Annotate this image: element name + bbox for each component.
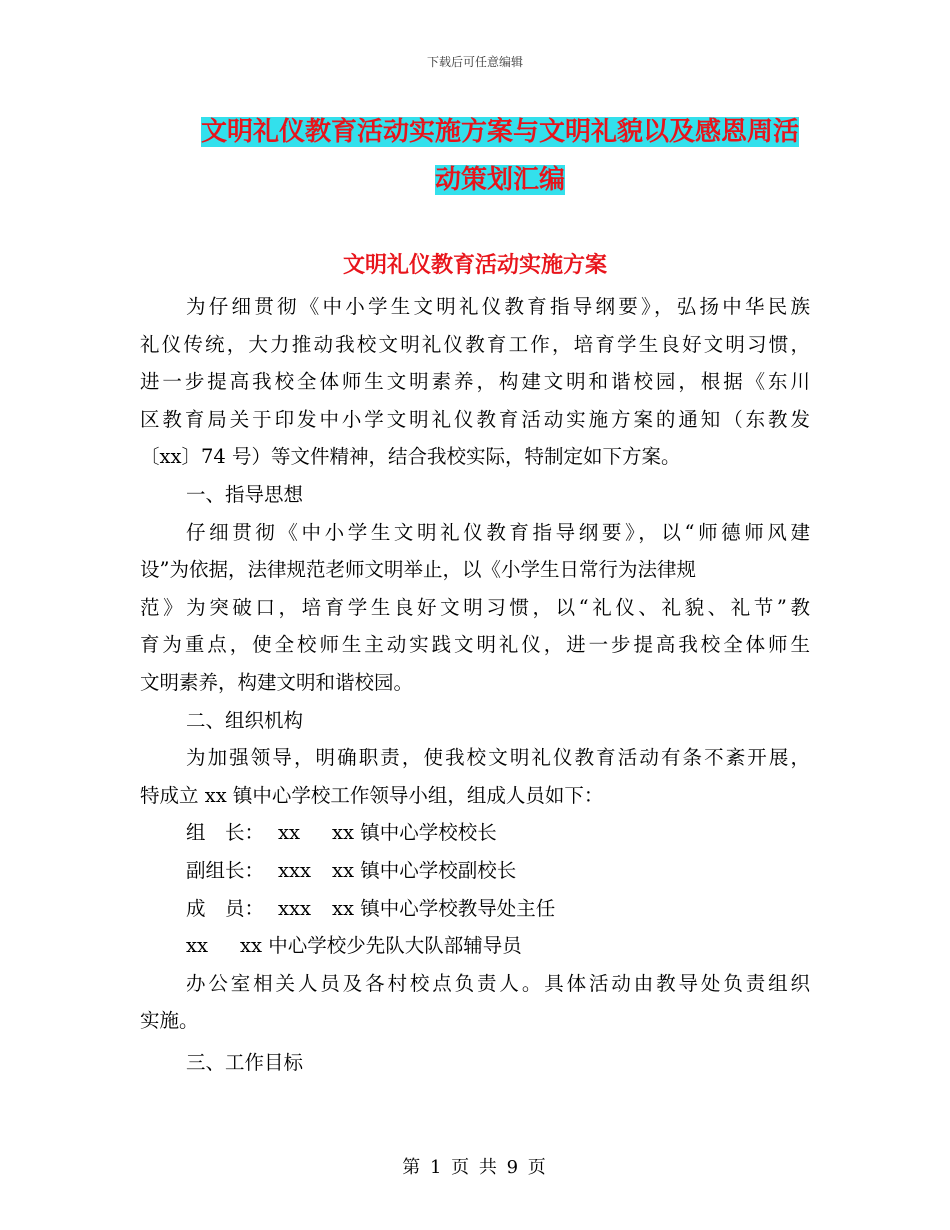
- intro-line: 礼仪传统，大力推动我校文明礼仪教育工作，培育学生良好文明习惯，: [140, 332, 810, 356]
- guide-line: 文明素养，构建文明和谐校园。: [140, 670, 414, 694]
- guide-line: 仔细贯彻《中小学生文明礼仪教育指导纲要》，以“师德师风建: [186, 520, 810, 544]
- page-header-note: 下载后可任意编辑: [426, 55, 523, 69]
- document-body: [140, 288, 810, 1081]
- guide-line: 设”为依据，法律规范老师文明举止，以《小学生日常行为法律规: [140, 558, 696, 582]
- heading-organization: 二、组织机构: [186, 708, 304, 732]
- title-line-2: 动策划汇编: [434, 165, 565, 195]
- role-row-deputy: [140, 852, 810, 890]
- role-row-leader: [140, 814, 810, 852]
- role-name: xxx: [278, 896, 311, 920]
- page-footer: 第 1 页 共 9 页: [402, 1157, 548, 1178]
- role-position: xx 镇中心学校教导处主任: [332, 896, 556, 920]
- role-row-member-extra: [140, 927, 810, 965]
- heading-guiding-ideology: 一、指导思想: [186, 482, 304, 506]
- intro-line: 区教育局关于印发中小学文明礼仪教育活动实施方案的通知（东教发: [140, 407, 810, 431]
- document-title: [180, 108, 820, 204]
- role-name: xxx: [278, 858, 311, 882]
- role-name: xx: [278, 821, 300, 845]
- section-title: 文明礼仪教育活动实施方案: [342, 252, 607, 278]
- intro-line: 〔xx〕74 号）等文件精神，结合我校实际，特制定如下方案。: [140, 445, 681, 469]
- role-label: 组 长：: [186, 821, 265, 845]
- role-position: xx 镇中心学校副校长: [332, 858, 517, 882]
- guide-line: 范》为突破口，培育学生良好文明习惯，以“礼仪、礼貌、礼节”教: [140, 595, 810, 619]
- title-line-1: 文明礼仪教育活动实施方案与文明礼貌以及感恩周活: [200, 117, 799, 147]
- role-row-member: [140, 890, 810, 928]
- role-label: 成 员：: [186, 896, 265, 920]
- intro-line: 为仔细贯彻《中小学生文明礼仪教育指导纲要》，弘扬中华民族: [186, 295, 810, 318]
- role-position: xx 中心学校少先队大队部辅导员: [240, 934, 522, 958]
- role-name: xx: [186, 934, 208, 958]
- org-line: 为加强领导，明确职责，使我校文明礼仪教育活动有条不紊开展，: [186, 746, 810, 770]
- heading-work-goals: 三、工作目标: [186, 1050, 304, 1074]
- office-line: 办公室相关人员及各村校点负责人。具体活动由教导处负责组织: [186, 971, 810, 995]
- guide-line: 育为重点，使全校师生主动实践文明礼仪，进一步提高我校全体师生: [140, 633, 810, 657]
- office-line: 实施。: [140, 1009, 199, 1033]
- role-label: 副组长：: [186, 858, 265, 882]
- intro-line: 进一步提高我校全体师生文明素养，构建文明和谐校园，根据《东川: [140, 370, 810, 394]
- org-line: 特成立 xx 镇中心学校工作领导小组，组成人员如下：: [140, 783, 604, 807]
- role-position: xx 镇中心学校校长: [332, 821, 497, 845]
